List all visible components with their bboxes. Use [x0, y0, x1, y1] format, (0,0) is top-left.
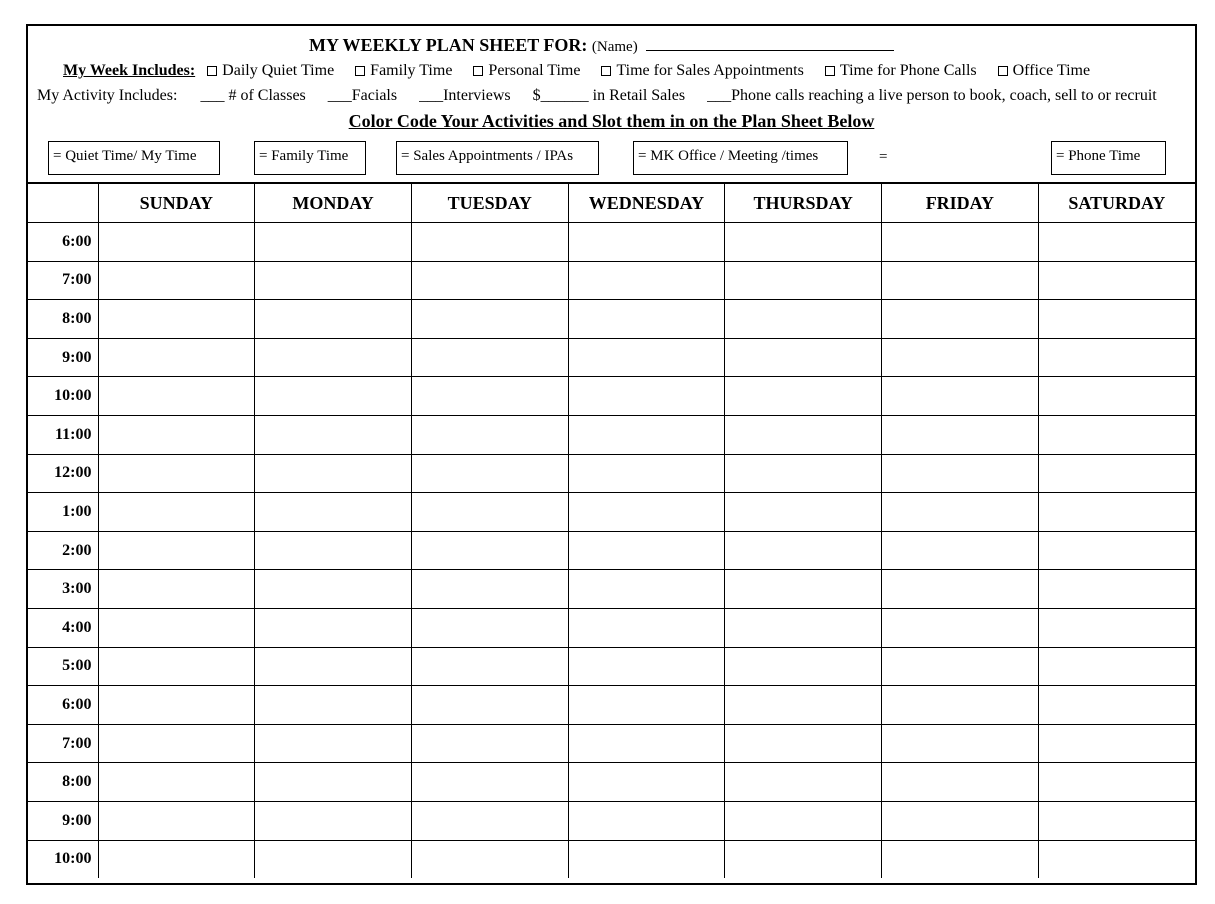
time-row [28, 840, 1195, 878]
schedule-cell[interactable] [568, 840, 725, 878]
schedule-cell[interactable] [725, 686, 882, 725]
time-label: 7:00 [28, 261, 98, 300]
schedule-cell[interactable] [568, 415, 725, 454]
name-label: (Name) [591, 39, 638, 55]
activity-retail-sales[interactable]: $______ in Retail Sales [532, 87, 686, 104]
time-label: 7:00 [28, 724, 98, 763]
time-label: 6:00 [28, 686, 98, 725]
schedule-cell[interactable] [1038, 261, 1195, 300]
time-row [28, 801, 1195, 840]
schedule-cell[interactable] [882, 531, 1039, 570]
schedule-cell[interactable] [725, 608, 882, 647]
schedule-cell[interactable] [255, 261, 412, 300]
time-label: 10:00 [28, 840, 98, 878]
schedule-cell[interactable] [411, 763, 568, 802]
schedule-cell[interactable] [1038, 415, 1195, 454]
time-row [28, 223, 1195, 262]
time-row [28, 763, 1195, 802]
time-label: 11:00 [28, 415, 98, 454]
time-label: 6:00 [28, 223, 98, 262]
schedule-cell[interactable] [98, 300, 255, 339]
schedule-cell[interactable] [725, 300, 882, 339]
schedule-cell[interactable] [568, 724, 725, 763]
schedule-cell[interactable] [568, 801, 725, 840]
schedule-cell[interactable] [1038, 763, 1195, 802]
week-option-sales[interactable]: Time for Sales Appointments [601, 62, 803, 80]
legend-office-time[interactable]: = MK Office / Meeting /times [633, 141, 848, 175]
checkbox-icon[interactable] [473, 66, 483, 76]
schedule-cell[interactable] [98, 223, 255, 262]
activity-phone-calls[interactable]: ___Phone calls reaching a live person to book, coach, sell to or recruit [707, 87, 1157, 104]
checkbox-icon[interactable] [998, 66, 1008, 76]
day-header-row [28, 183, 1195, 223]
schedule-cell[interactable] [255, 223, 412, 262]
schedule-cell[interactable] [882, 300, 1039, 339]
schedule-cell[interactable] [568, 377, 725, 416]
schedule-cell[interactable] [882, 608, 1039, 647]
schedule-cell[interactable] [411, 493, 568, 532]
week-option-phone[interactable]: Time for Phone Calls [825, 62, 977, 80]
schedule-cell[interactable] [411, 415, 568, 454]
schedule-cell[interactable] [411, 338, 568, 377]
sheet-title: MY WEEKLY PLAN SHEET FOR: [309, 35, 588, 55]
schedule-cell[interactable] [725, 801, 882, 840]
time-row [28, 570, 1195, 609]
schedule-cell[interactable] [98, 608, 255, 647]
day-header-monday: MONDAY [255, 183, 412, 223]
schedule-cell[interactable] [882, 223, 1039, 262]
time-row [28, 454, 1195, 493]
schedule-cell[interactable] [255, 338, 412, 377]
schedule-cell[interactable] [98, 415, 255, 454]
schedule-cell[interactable] [98, 338, 255, 377]
schedule-cell[interactable] [1038, 801, 1195, 840]
schedule-cell[interactable] [255, 801, 412, 840]
schedule-cell[interactable] [411, 261, 568, 300]
time-row [28, 415, 1195, 454]
schedule-cell[interactable] [98, 531, 255, 570]
title-line [309, 35, 894, 56]
activity-interviews[interactable]: ___Interviews [419, 87, 511, 104]
schedule-cell[interactable] [411, 454, 568, 493]
schedule-cell[interactable] [568, 261, 725, 300]
name-field[interactable] [646, 36, 894, 51]
time-label: 9:00 [28, 801, 98, 840]
schedule-cell[interactable] [725, 763, 882, 802]
schedule-cell[interactable] [255, 763, 412, 802]
schedule-cell[interactable] [725, 724, 882, 763]
time-row [28, 608, 1195, 647]
schedule-cell[interactable] [411, 647, 568, 686]
activity-classes[interactable]: ___ # of Classes [200, 87, 306, 104]
schedule-cell[interactable] [255, 608, 412, 647]
schedule-cell[interactable] [255, 840, 412, 878]
schedule-cell[interactable] [255, 300, 412, 339]
schedule-cell[interactable] [1038, 493, 1195, 532]
schedule-cell[interactable] [1038, 570, 1195, 609]
time-label: 4:00 [28, 608, 98, 647]
time-label: 12:00 [28, 454, 98, 493]
color-code-instruction: Color Code Your Activities and Slot them in on the Plan Sheet Below [348, 111, 875, 131]
schedule-cell[interactable] [568, 570, 725, 609]
schedule-cell[interactable] [255, 647, 412, 686]
schedule-cell[interactable] [568, 338, 725, 377]
schedule-cell[interactable] [411, 570, 568, 609]
schedule-cell[interactable] [1038, 338, 1195, 377]
week-includes-line [63, 62, 1090, 80]
schedule-cell[interactable] [1038, 454, 1195, 493]
schedule-grid [28, 182, 1195, 878]
schedule-cell[interactable] [411, 840, 568, 878]
schedule-cell[interactable] [568, 608, 725, 647]
time-label: 5:00 [28, 647, 98, 686]
schedule-cell[interactable] [411, 724, 568, 763]
schedule-cell[interactable] [1038, 377, 1195, 416]
corner-cell [28, 183, 98, 223]
day-header-thursday: THURSDAY [725, 183, 882, 223]
plan-sheet [26, 24, 1197, 885]
schedule-cell[interactable] [98, 647, 255, 686]
schedule-cell[interactable] [411, 300, 568, 339]
schedule-cell[interactable] [1038, 300, 1195, 339]
schedule-cell[interactable] [882, 647, 1039, 686]
time-row [28, 493, 1195, 532]
day-header-sunday: SUNDAY [98, 183, 255, 223]
schedule-cell[interactable] [98, 840, 255, 878]
schedule-cell[interactable] [1038, 531, 1195, 570]
time-row [28, 647, 1195, 686]
schedule-cell[interactable] [98, 801, 255, 840]
time-row [28, 261, 1195, 300]
schedule-cell[interactable] [411, 608, 568, 647]
activity-facials[interactable]: ___Facials [327, 87, 398, 104]
schedule-cell[interactable] [255, 415, 412, 454]
schedule-cell[interactable] [98, 724, 255, 763]
week-option-personal[interactable]: Personal Time [473, 62, 580, 80]
schedule-cell[interactable] [568, 223, 725, 262]
schedule-cell[interactable] [725, 377, 882, 416]
schedule-cell[interactable] [725, 338, 882, 377]
legend-phone-time[interactable]: = Phone Time [1051, 141, 1166, 175]
time-label: 8:00 [28, 300, 98, 339]
checkbox-icon[interactable] [825, 66, 835, 76]
checkbox-icon[interactable] [207, 66, 217, 76]
schedule-cell[interactable] [725, 261, 882, 300]
schedule-cell[interactable] [1038, 647, 1195, 686]
schedule-cell[interactable] [255, 570, 412, 609]
schedule-cell[interactable] [882, 724, 1039, 763]
schedule-cell[interactable] [1038, 608, 1195, 647]
time-label: 3:00 [28, 570, 98, 609]
schedule-cell[interactable] [882, 261, 1039, 300]
schedule-cell[interactable] [882, 415, 1039, 454]
schedule-cell[interactable] [255, 531, 412, 570]
activity-label: My Activity Includes: [37, 87, 178, 104]
schedule-cell[interactable] [568, 493, 725, 532]
time-row [28, 338, 1195, 377]
legend-family-time[interactable]: = Family Time [254, 141, 366, 175]
schedule-cell[interactable] [411, 377, 568, 416]
week-option-family[interactable]: Family Time [355, 62, 452, 80]
schedule-cell[interactable] [411, 223, 568, 262]
time-row [28, 300, 1195, 339]
checkbox-icon[interactable] [601, 66, 611, 76]
time-label: 8:00 [28, 763, 98, 802]
schedule-cell[interactable] [255, 377, 412, 416]
schedule-cell[interactable] [882, 338, 1039, 377]
schedule-cell[interactable] [255, 686, 412, 725]
legend-blank: = [879, 149, 888, 165]
schedule-cell[interactable] [568, 763, 725, 802]
schedule-cell[interactable] [98, 493, 255, 532]
schedule-cell[interactable] [98, 570, 255, 609]
schedule-cell[interactable] [882, 377, 1039, 416]
schedule-cell[interactable] [882, 763, 1039, 802]
schedule-cell[interactable] [882, 840, 1039, 878]
schedule-cell[interactable] [568, 686, 725, 725]
schedule-cell[interactable] [725, 531, 882, 570]
time-row [28, 377, 1195, 416]
week-includes-label: My Week Includes: [63, 62, 196, 79]
legend-quiet-time[interactable]: = Quiet Time/ My Time [48, 141, 220, 175]
time-row [28, 531, 1195, 570]
sheet-header [28, 26, 1195, 182]
schedule-cell[interactable] [98, 377, 255, 416]
schedule-cell[interactable] [725, 454, 882, 493]
schedule-cell[interactable] [1038, 724, 1195, 763]
time-rows [28, 223, 1195, 879]
day-header-wednesday: WEDNESDAY [568, 183, 725, 223]
schedule-cell[interactable] [725, 493, 882, 532]
schedule-cell[interactable] [255, 724, 412, 763]
schedule-cell[interactable] [882, 454, 1039, 493]
schedule-cell[interactable] [882, 493, 1039, 532]
time-label: 9:00 [28, 338, 98, 377]
schedule-cell[interactable] [255, 493, 412, 532]
schedule-cell[interactable] [725, 647, 882, 686]
schedule-cell[interactable] [568, 647, 725, 686]
day-header-tuesday: TUESDAY [411, 183, 568, 223]
schedule-cell[interactable] [725, 570, 882, 609]
legend-sales-appointments[interactable]: = Sales Appointments / IPAs [396, 141, 599, 175]
schedule-cell[interactable] [725, 840, 882, 878]
week-option-office[interactable]: Office Time [998, 62, 1090, 80]
schedule-cell[interactable] [882, 801, 1039, 840]
schedule-cell[interactable] [725, 223, 882, 262]
schedule-cell[interactable] [411, 686, 568, 725]
schedule-cell[interactable] [1038, 840, 1195, 878]
schedule-table [28, 182, 1195, 878]
schedule-cell[interactable] [568, 300, 725, 339]
schedule-cell[interactable] [411, 531, 568, 570]
schedule-cell[interactable] [98, 454, 255, 493]
schedule-cell[interactable] [1038, 686, 1195, 725]
schedule-cell[interactable] [98, 686, 255, 725]
schedule-cell[interactable] [98, 763, 255, 802]
time-label: 2:00 [28, 531, 98, 570]
time-label: 1:00 [28, 493, 98, 532]
schedule-cell[interactable] [725, 415, 882, 454]
time-row [28, 686, 1195, 725]
schedule-cell[interactable] [882, 570, 1039, 609]
day-header-friday: FRIDAY [882, 183, 1039, 223]
schedule-cell[interactable] [1038, 223, 1195, 262]
day-header-saturday: SATURDAY [1038, 183, 1195, 223]
schedule-cell[interactable] [255, 454, 412, 493]
time-row [28, 724, 1195, 763]
time-label: 10:00 [28, 377, 98, 416]
schedule-cell[interactable] [568, 454, 725, 493]
week-option-quiet[interactable]: Daily Quiet Time [207, 62, 334, 80]
checkbox-icon[interactable] [355, 66, 365, 76]
activity-line [37, 87, 1175, 105]
schedule-cell[interactable] [411, 801, 568, 840]
schedule-cell[interactable] [882, 686, 1039, 725]
schedule-cell[interactable] [568, 531, 725, 570]
schedule-cell[interactable] [98, 261, 255, 300]
